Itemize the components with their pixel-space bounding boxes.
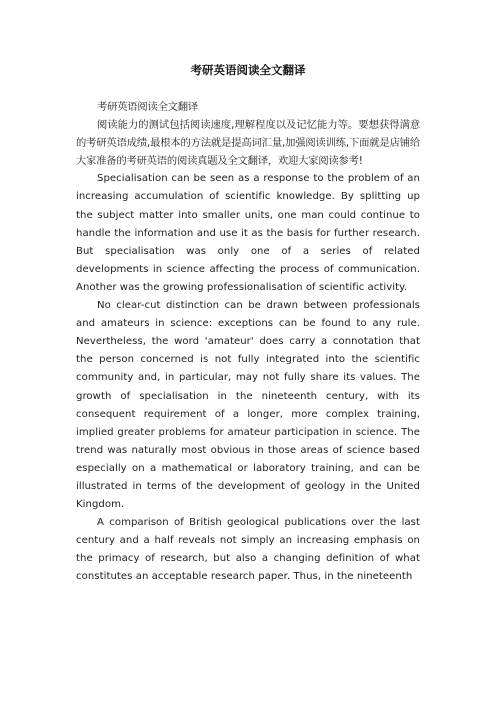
paragraph-amateurs: No clear-cut distinction can be drawn between professionals and amateurs in science: exceptions can be found to any rule. Nevertheless, the word 'amateur' does carry a connotation that the person concerned is not fully integrated into the scientific community and, in particular, may not fully share its values. The growth of specialisation in the nineteenth century, with its consequent requirement of a longer, more complex training, implied greater problems for amateur participation in science. The trend was naturally most obvious in those areas of science based especially on a mathematical or laboratory training, and can be illustrated in terms of the development of geology in the United Kingdom. xyxy=(76,300,420,511)
paragraph-intro: 阅读能力的测试包括阅读速度,理解程度以及记忆能力等。要想获得满意的考研英语成绩,最根本的方法就是提高词汇量,加强阅读训练,下面就是店铺给大家准备的考研英语的阅读真题及全文翻译，欢迎大家阅读参考! xyxy=(76,119,420,168)
paragraph-comparison: A comparison of British geological publications over the last century and a half reveals not simply an increasing emphasis on the primacy of research, but also a changing definition of what constitutes an acceptable research paper. Thus, in the nineteenth xyxy=(76,517,420,583)
paragraph-specialisation: Specialisation can be seen as a response to the problem of an increasing accumulation of scientific knowledge. By splitting up the subject matter into smaller units, one man could continue to handle the information and use it as the basis for further research. But specialisation was only one of a series of related developments in science affecting the process of communication. Another was the growing professionalisation of scientific activity. xyxy=(76,173,420,293)
document-body xyxy=(76,62,420,587)
paragraph-subtitle: 考研英语阅读全文翻译 xyxy=(97,101,198,113)
document-title: 考研英语阅读全文翻译 xyxy=(190,63,306,77)
